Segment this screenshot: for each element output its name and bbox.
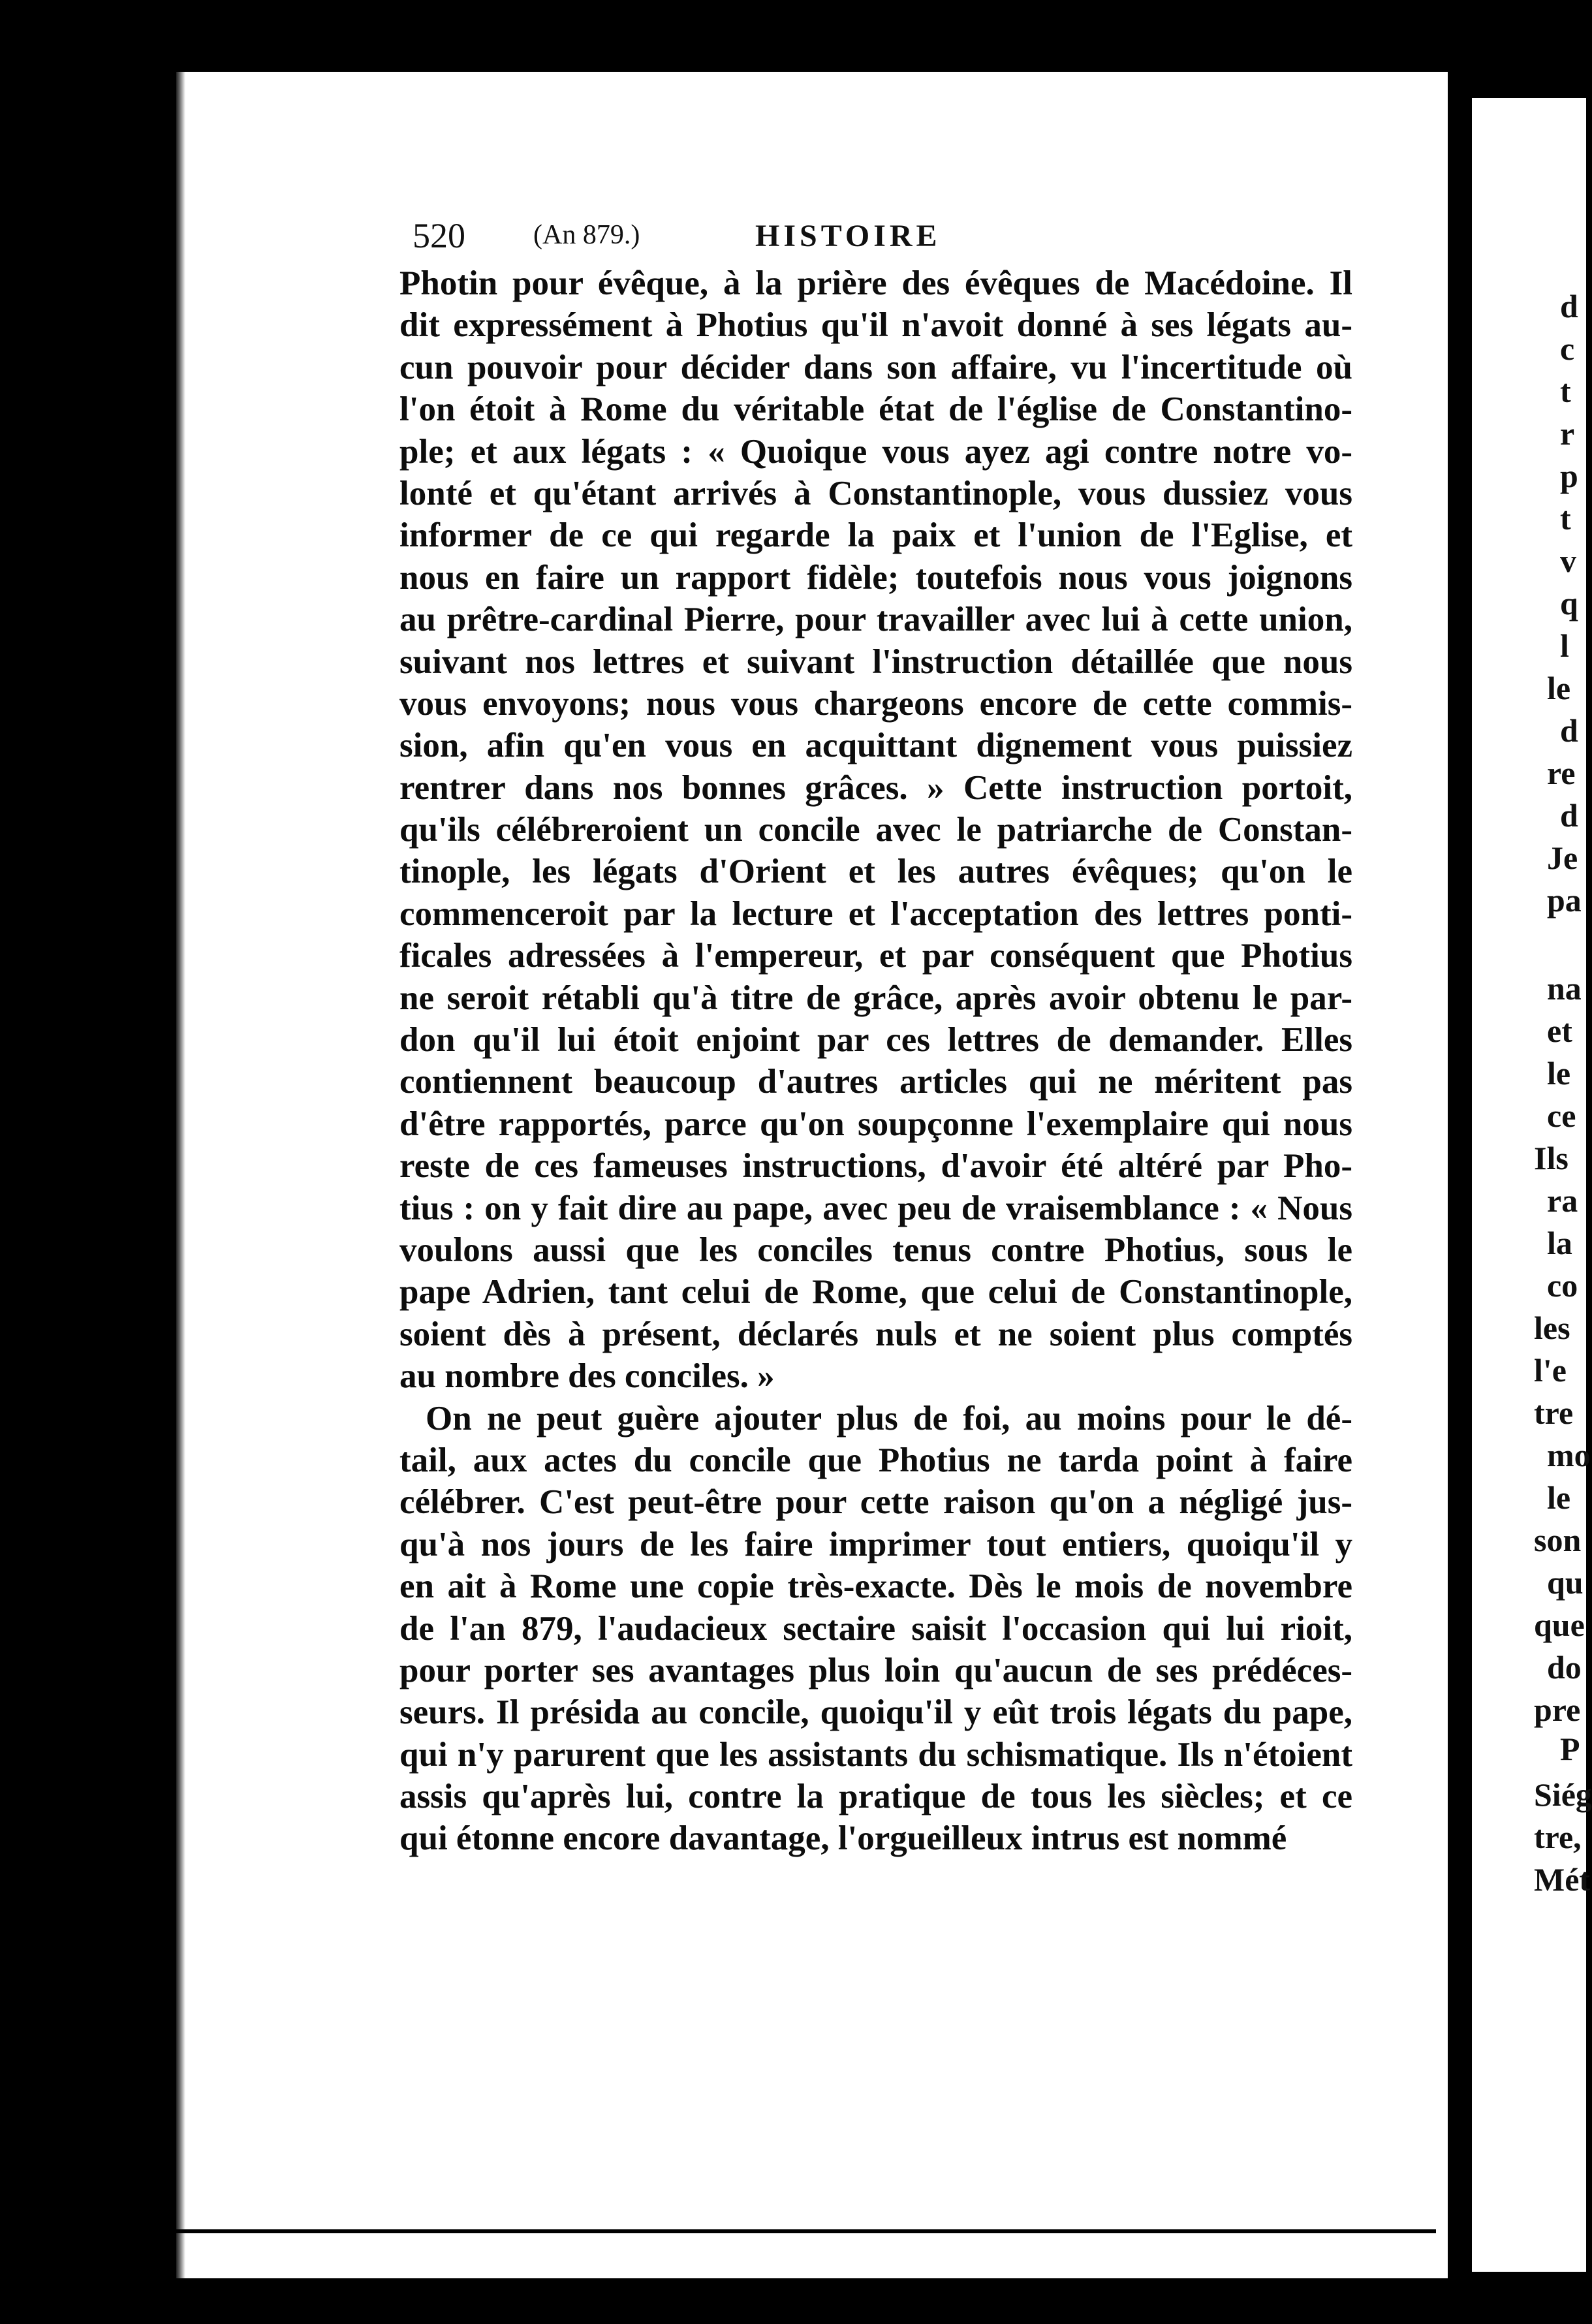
text-line: don qu'il lui étoit enjoint par ces lettres de demander. Elles <box>399 1021 1352 1060</box>
adjacent-line-fragment: ra <box>1547 1182 1578 1219</box>
text-line: tail, aux actes du concile que Photius ne tarda point à faire <box>399 1441 1352 1479</box>
text-line: tius : on y fait dire au pape, avec peu de vraisemblance : « Nous <box>399 1189 1352 1227</box>
adjacent-line-fragment: Ils <box>1534 1140 1569 1176</box>
adjacent-line-fragment: re <box>1547 755 1576 791</box>
adjacent-line-fragment: t <box>1560 500 1571 537</box>
adjacent-line-fragment: t <box>1560 373 1571 409</box>
page-gutter <box>176 72 187 2278</box>
adjacent-line-fragment: d <box>1560 288 1578 324</box>
text-line: d'être rapportés, parce qu'on soupçonne l'exemplaire qui nous <box>399 1105 1352 1143</box>
adjacent-line-fragment: c <box>1560 330 1575 367</box>
text-line: vous envoyons; nous vous chargeons encore de cette commis- <box>399 684 1352 723</box>
adjacent-line-fragment: p <box>1560 458 1578 494</box>
text-line: de l'an 879, l'audacieux sectaire saisit l'occasion qui lui rioit, <box>399 1609 1352 1648</box>
text-line: informer de ce qui regarde la paix et l'union de l'Eglise, et <box>399 516 1352 555</box>
text-line: qu'à nos jours de les faire imprimer tout entiers, quoiqu'il y <box>399 1525 1352 1563</box>
text-line: assis qu'après lui, contre la pratique de tous les siècles; et ce <box>399 1778 1352 1816</box>
text-line: dit expressément à Photius qu'il n'avoit donné à ses légats au- <box>399 306 1352 345</box>
text-line: au nombre des conciles. » <box>399 1357 775 1396</box>
text-line: l'on étoit à Rome du véritable état de l'église de Constantino- <box>399 390 1352 429</box>
text-line: qui n'y parurent que les assistants du schismatique. Ils n'étoient <box>399 1735 1352 1774</box>
text-line: ficales adressées à l'empereur, et par conséquent que Photius <box>399 937 1352 975</box>
adjacent-line-fragment: co <box>1547 1267 1578 1304</box>
adjacent-line-fragment: d <box>1560 712 1578 749</box>
body-text <box>399 262 1352 1860</box>
adjacent-line-fragment: le <box>1547 1479 1571 1516</box>
adjacent-line-fragment: P <box>1560 1731 1580 1767</box>
adjacent-line-fragment: tre, <box>1534 1819 1582 1855</box>
adjacent-line-fragment: le <box>1547 670 1571 706</box>
adjacent-line-fragment: pre <box>1534 1691 1581 1728</box>
adjacent-line-fragment: r <box>1560 415 1575 452</box>
text-line: célébrer. C'est peut-être pour cette raison qu'on a négligé jus- <box>399 1483 1352 1522</box>
adjacent-line-fragment: d <box>1560 797 1578 834</box>
bottom-edge <box>131 2229 1436 2233</box>
text-line: qu'ils célébreroient un concile avec le patriarche de Constan- <box>399 811 1352 849</box>
adjacent-line-fragment: que <box>1534 1607 1585 1643</box>
adjacent-line-fragment: tre <box>1534 1394 1574 1431</box>
text-line: rentrer dans nos bonnes grâces. » Cette instruction portoit, <box>399 768 1352 807</box>
year-marker: (An 879.) <box>533 220 640 250</box>
text-line: cun pouvoir pour décider dans son affaire, vu l'incertitude où <box>399 348 1352 386</box>
text-line: seurs. Il présida au concile, quoiqu'il y eût trois légats du pape, <box>399 1693 1352 1732</box>
adjacent-line-fragment: Siég <box>1534 1776 1592 1813</box>
adjacent-line-fragment: les <box>1534 1310 1570 1346</box>
text-line: ne seroit rétabli qu'à titre de grâce, après avoir obtenu le par- <box>399 979 1352 1017</box>
adjacent-line-fragment: et <box>1547 1013 1572 1049</box>
page-number: 520 <box>413 216 465 255</box>
text-line: sion, afin qu'en vous en acquittant dignement vous puissiez <box>399 727 1352 765</box>
text-line: pape Adrien, tant celui de Rome, que celui de Constantinople, <box>399 1273 1352 1311</box>
text-line: On ne peut guère ajouter plus de foi, au moins pour le dé- <box>426 1399 1352 1437</box>
adjacent-line-fragment: mo <box>1547 1437 1591 1473</box>
adjacent-line-fragment: l'e <box>1534 1352 1567 1389</box>
text-line: contiennent beaucoup d'autres articles qui ne méritent pas <box>399 1063 1352 1101</box>
adjacent-line-fragment: Mét <box>1534 1861 1591 1898</box>
text-line: au prêtre-cardinal Pierre, pour travailler avec lui à cette union, <box>399 601 1352 639</box>
adjacent-line-fragment: qu <box>1547 1564 1584 1601</box>
text-line: nous en faire un rapport fidèle; toutefois nous vous joignons <box>399 558 1352 597</box>
text-line: tinople, les légats d'Orient et les autres évêques; qu'on le <box>399 853 1352 891</box>
text-line: suivant nos lettres et suivant l'instruction détaillée que nous <box>399 642 1352 681</box>
text-line: reste de ces fameuses instructions, d'avoir été altéré par Pho- <box>399 1147 1352 1186</box>
adjacent-line-fragment: pa <box>1547 882 1582 919</box>
adjacent-line-fragment: na <box>1547 970 1582 1007</box>
text-line: en ait à Rome une copie très-exacte. Dès le mois de novembre <box>399 1567 1352 1606</box>
adjacent-line-fragment: le <box>1547 1055 1571 1091</box>
text-line: pour porter ses avantages plus loin qu'aucun de ses prédéces- <box>399 1651 1352 1689</box>
adjacent-line-fragment: do <box>1547 1649 1582 1686</box>
adjacent-line-fragment: q <box>1560 585 1578 621</box>
adjacent-line-fragment: Je <box>1547 840 1578 876</box>
text-line: commenceroit par la lecture et l'acceptation des lettres ponti- <box>399 894 1352 933</box>
text-line: soient dès à présent, déclarés nuls et ne soient plus comptés <box>399 1315 1352 1353</box>
adjacent-line-fragment: la <box>1547 1225 1572 1261</box>
running-title: HISTOIRE <box>755 219 941 253</box>
page-header <box>413 215 1352 261</box>
adjacent-line-fragment: son <box>1534 1522 1582 1558</box>
text-line: qui étonne encore davantage, l'orgueilleux intrus est nommé <box>399 1819 1287 1858</box>
adjacent-line-fragment: l <box>1560 627 1569 664</box>
text-line: ple; et aux légats : « Quoique vous ayez agi contre notre vo- <box>399 432 1352 471</box>
adjacent-line-fragment: v <box>1560 542 1576 579</box>
text-line: Photin pour évêque, à la prière des évêques de Macédoine. Il <box>399 264 1352 302</box>
adjacent-line-fragment: ce <box>1547 1097 1576 1134</box>
text-line: lonté et qu'étant arrivés à Constantinople, vous dussiez vous <box>399 474 1352 512</box>
text-line: voulons aussi que les conciles tenus contre Photius, sous le <box>399 1231 1352 1269</box>
